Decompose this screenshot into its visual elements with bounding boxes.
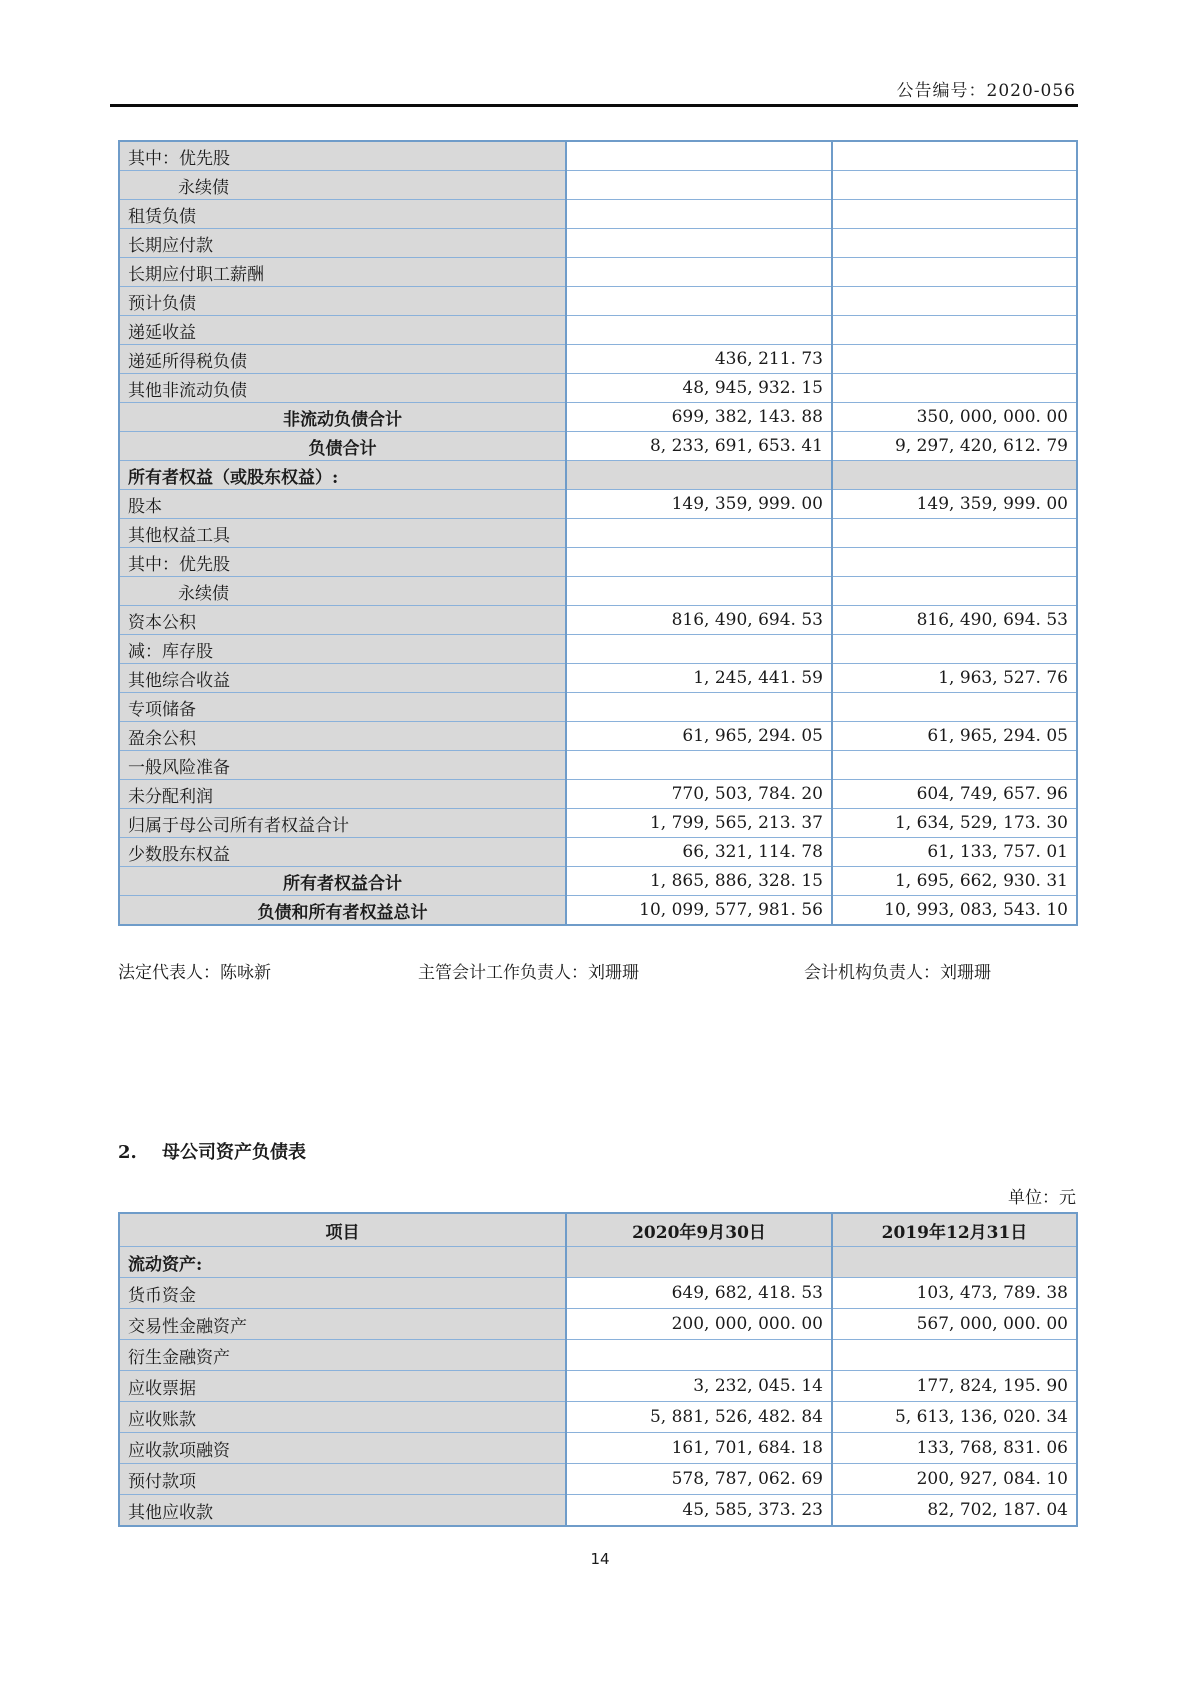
table-row <box>119 345 1077 374</box>
cell-current-period: 149, 359, 999. 00 <box>566 490 832 519</box>
cell-current-period: 436, 211. 73 <box>566 345 832 374</box>
cell-current-period: 10, 099, 577, 981. 56 <box>566 896 832 926</box>
table-row <box>119 693 1077 722</box>
table-row <box>119 287 1077 316</box>
cell-current-period <box>566 287 832 316</box>
signatories-row <box>118 958 1076 984</box>
row-label: 交易性金融资产 <box>119 1309 566 1340</box>
cell-current-period <box>566 693 832 722</box>
table-row <box>119 1278 1077 1309</box>
table-row <box>119 1495 1077 1527</box>
table-row <box>119 867 1077 896</box>
section-title: 母公司资产负债表 <box>162 1142 306 1163</box>
cell-prior-period: 9, 297, 420, 612. 79 <box>832 432 1077 461</box>
cell-current-period <box>566 635 832 664</box>
header-divider <box>110 104 1078 107</box>
cell-prior-period <box>832 374 1077 403</box>
cell-current-period <box>566 171 832 200</box>
cell-prior-period <box>832 635 1077 664</box>
row-label: 其他综合收益 <box>119 664 566 693</box>
cell-current-period: 5, 881, 526, 482. 84 <box>566 1402 832 1433</box>
table-row <box>119 200 1077 229</box>
cell-prior-period: 5, 613, 136, 020. 34 <box>832 1402 1077 1433</box>
row-label: 非流动负债合计 <box>119 403 566 432</box>
table-row <box>119 141 1077 171</box>
table-row <box>119 1433 1077 1464</box>
table-row <box>119 1309 1077 1340</box>
row-label: 归属于母公司所有者权益合计 <box>119 809 566 838</box>
cell-current-period: 3, 232, 045. 14 <box>566 1371 832 1402</box>
row-label: 其他权益工具 <box>119 519 566 548</box>
cell-prior-period <box>832 171 1077 200</box>
accounting-head-label: 主管会计工作负责人：刘珊珊 <box>418 963 639 983</box>
cell-current-period: 8, 233, 691, 653. 41 <box>566 432 832 461</box>
page-number: 14 <box>590 1550 610 1568</box>
cell-prior-period <box>832 229 1077 258</box>
row-label: 盈余公积 <box>119 722 566 751</box>
consolidated-balance-sheet-table <box>118 140 1078 926</box>
cell-current-period: 48, 945, 932. 15 <box>566 374 832 403</box>
cell-prior-period <box>832 519 1077 548</box>
cell-current-period: 61, 965, 294. 05 <box>566 722 832 751</box>
cell-prior-period <box>832 693 1077 722</box>
cell-prior-period: 82, 702, 187. 04 <box>832 1495 1077 1527</box>
table-row <box>119 403 1077 432</box>
table-row <box>119 490 1077 519</box>
table-row <box>119 1464 1077 1495</box>
cell-current-period: 200, 000, 000. 00 <box>566 1309 832 1340</box>
cell-current-period <box>566 519 832 548</box>
table-row <box>119 432 1077 461</box>
cell-prior-period <box>832 1340 1077 1371</box>
cell-prior-period: 149, 359, 999. 00 <box>832 490 1077 519</box>
parent-company-balance-sheet-table <box>118 1212 1078 1527</box>
section-heading <box>118 1138 306 1164</box>
table-row <box>119 1247 1077 1278</box>
cell-current-period <box>566 200 832 229</box>
row-label: 递延所得税负债 <box>119 345 566 374</box>
row-label: 负债合计 <box>119 432 566 461</box>
cell-prior-period <box>832 461 1077 490</box>
row-label: 租赁负债 <box>119 200 566 229</box>
cell-current-period: 1, 245, 441. 59 <box>566 664 832 693</box>
cell-prior-period: 61, 965, 294. 05 <box>832 722 1077 751</box>
cell-prior-period <box>832 316 1077 345</box>
table-row <box>119 229 1077 258</box>
cell-prior-period <box>832 548 1077 577</box>
row-label: 递延收益 <box>119 316 566 345</box>
column-header: 项目 <box>119 1213 566 1247</box>
table-row <box>119 461 1077 490</box>
cell-prior-period: 350, 000, 000. 00 <box>832 403 1077 432</box>
cell-current-period: 770, 503, 784. 20 <box>566 780 832 809</box>
table-row <box>119 258 1077 287</box>
cell-prior-period: 103, 473, 789. 38 <box>832 1278 1077 1309</box>
row-label: 股本 <box>119 490 566 519</box>
table-row <box>119 896 1077 926</box>
column-header: 2019年12月31日 <box>832 1213 1077 1247</box>
table-row <box>119 780 1077 809</box>
table-row <box>119 374 1077 403</box>
cell-current-period: 816, 490, 694. 53 <box>566 606 832 635</box>
cell-prior-period: 133, 768, 831. 06 <box>832 1433 1077 1464</box>
cell-current-period: 699, 382, 143. 88 <box>566 403 832 432</box>
cell-current-period: 1, 799, 565, 213. 37 <box>566 809 832 838</box>
cell-prior-period: 1, 634, 529, 173. 30 <box>832 809 1077 838</box>
table-row <box>119 1371 1077 1402</box>
section-number: 2. <box>118 1142 137 1163</box>
row-label: 所有者权益（或股东权益）: <box>119 461 566 490</box>
row-label: 永续债 <box>119 577 566 606</box>
row-label: 衍生金融资产 <box>119 1340 566 1371</box>
cell-current-period <box>566 577 832 606</box>
legal-representative-label: 法定代表人：陈咏新 <box>118 963 271 983</box>
row-label: 其中：优先股 <box>119 141 566 171</box>
row-label: 长期应付职工薪酬 <box>119 258 566 287</box>
cell-prior-period: 10, 993, 083, 543. 10 <box>832 896 1077 926</box>
table-row <box>119 751 1077 780</box>
cell-current-period <box>566 1340 832 1371</box>
row-label: 预计负债 <box>119 287 566 316</box>
table-row <box>119 577 1077 606</box>
row-label: 长期应付款 <box>119 229 566 258</box>
cell-prior-period <box>832 751 1077 780</box>
table-row <box>119 664 1077 693</box>
cell-current-period: 649, 682, 418. 53 <box>566 1278 832 1309</box>
table-row <box>119 606 1077 635</box>
table-row <box>119 838 1077 867</box>
cell-prior-period <box>832 287 1077 316</box>
row-label: 其中：优先股 <box>119 548 566 577</box>
row-label: 流动资产: <box>119 1247 566 1278</box>
row-label: 未分配利润 <box>119 780 566 809</box>
table-row <box>119 548 1077 577</box>
cell-current-period: 45, 585, 373. 23 <box>566 1495 832 1527</box>
cell-current-period <box>566 751 832 780</box>
cell-current-period <box>566 316 832 345</box>
row-label: 货币资金 <box>119 1278 566 1309</box>
row-label: 减：库存股 <box>119 635 566 664</box>
cell-prior-period <box>832 577 1077 606</box>
table-row <box>119 171 1077 200</box>
row-label: 应收票据 <box>119 1371 566 1402</box>
row-label: 其他应收款 <box>119 1495 566 1527</box>
cell-prior-period <box>832 345 1077 374</box>
row-label: 资本公积 <box>119 606 566 635</box>
row-label: 永续债 <box>119 171 566 200</box>
cell-prior-period: 200, 927, 084. 10 <box>832 1464 1077 1495</box>
column-header: 2020年9月30日 <box>566 1213 832 1247</box>
row-label: 预付款项 <box>119 1464 566 1495</box>
cell-prior-period <box>832 141 1077 171</box>
cell-current-period: 578, 787, 062. 69 <box>566 1464 832 1495</box>
table-row <box>119 519 1077 548</box>
table-row <box>119 1402 1077 1433</box>
table-row <box>119 1340 1077 1371</box>
cell-prior-period: 177, 824, 195. 90 <box>832 1371 1077 1402</box>
cell-current-period <box>566 548 832 577</box>
row-label: 应收款项融资 <box>119 1433 566 1464</box>
cell-prior-period: 1, 963, 527. 76 <box>832 664 1077 693</box>
cell-prior-period: 604, 749, 657. 96 <box>832 780 1077 809</box>
row-label: 少数股东权益 <box>119 838 566 867</box>
cell-current-period <box>566 461 832 490</box>
row-label: 一般风险准备 <box>119 751 566 780</box>
cell-prior-period: 567, 000, 000. 00 <box>832 1309 1077 1340</box>
cell-current-period: 161, 701, 684. 18 <box>566 1433 832 1464</box>
cell-prior-period: 816, 490, 694. 53 <box>832 606 1077 635</box>
cell-current-period: 1, 865, 886, 328. 15 <box>566 867 832 896</box>
cell-current-period <box>566 141 832 171</box>
row-label: 应收账款 <box>119 1402 566 1433</box>
header-row <box>119 1213 1077 1247</box>
unit-label: 单位：元 <box>1008 1188 1076 1208</box>
cell-current-period <box>566 258 832 287</box>
table-row <box>119 722 1077 751</box>
announcement-number: 公告编号：2020-056 <box>896 81 1076 101</box>
row-label: 所有者权益合计 <box>119 867 566 896</box>
cell-prior-period <box>832 200 1077 229</box>
cell-prior-period: 61, 133, 757. 01 <box>832 838 1077 867</box>
cell-prior-period: 1, 695, 662, 930. 31 <box>832 867 1077 896</box>
cell-current-period: 66, 321, 114. 78 <box>566 838 832 867</box>
row-label: 专项储备 <box>119 693 566 722</box>
cell-current-period <box>566 229 832 258</box>
table-row <box>119 809 1077 838</box>
row-label: 其他非流动负债 <box>119 374 566 403</box>
cell-prior-period <box>832 1247 1077 1278</box>
table-row <box>119 635 1077 664</box>
accounting-org-head-label: 会计机构负责人：刘珊珊 <box>804 963 991 983</box>
cell-current-period <box>566 1247 832 1278</box>
row-label: 负债和所有者权益总计 <box>119 896 566 926</box>
cell-prior-period <box>832 258 1077 287</box>
table-row <box>119 316 1077 345</box>
